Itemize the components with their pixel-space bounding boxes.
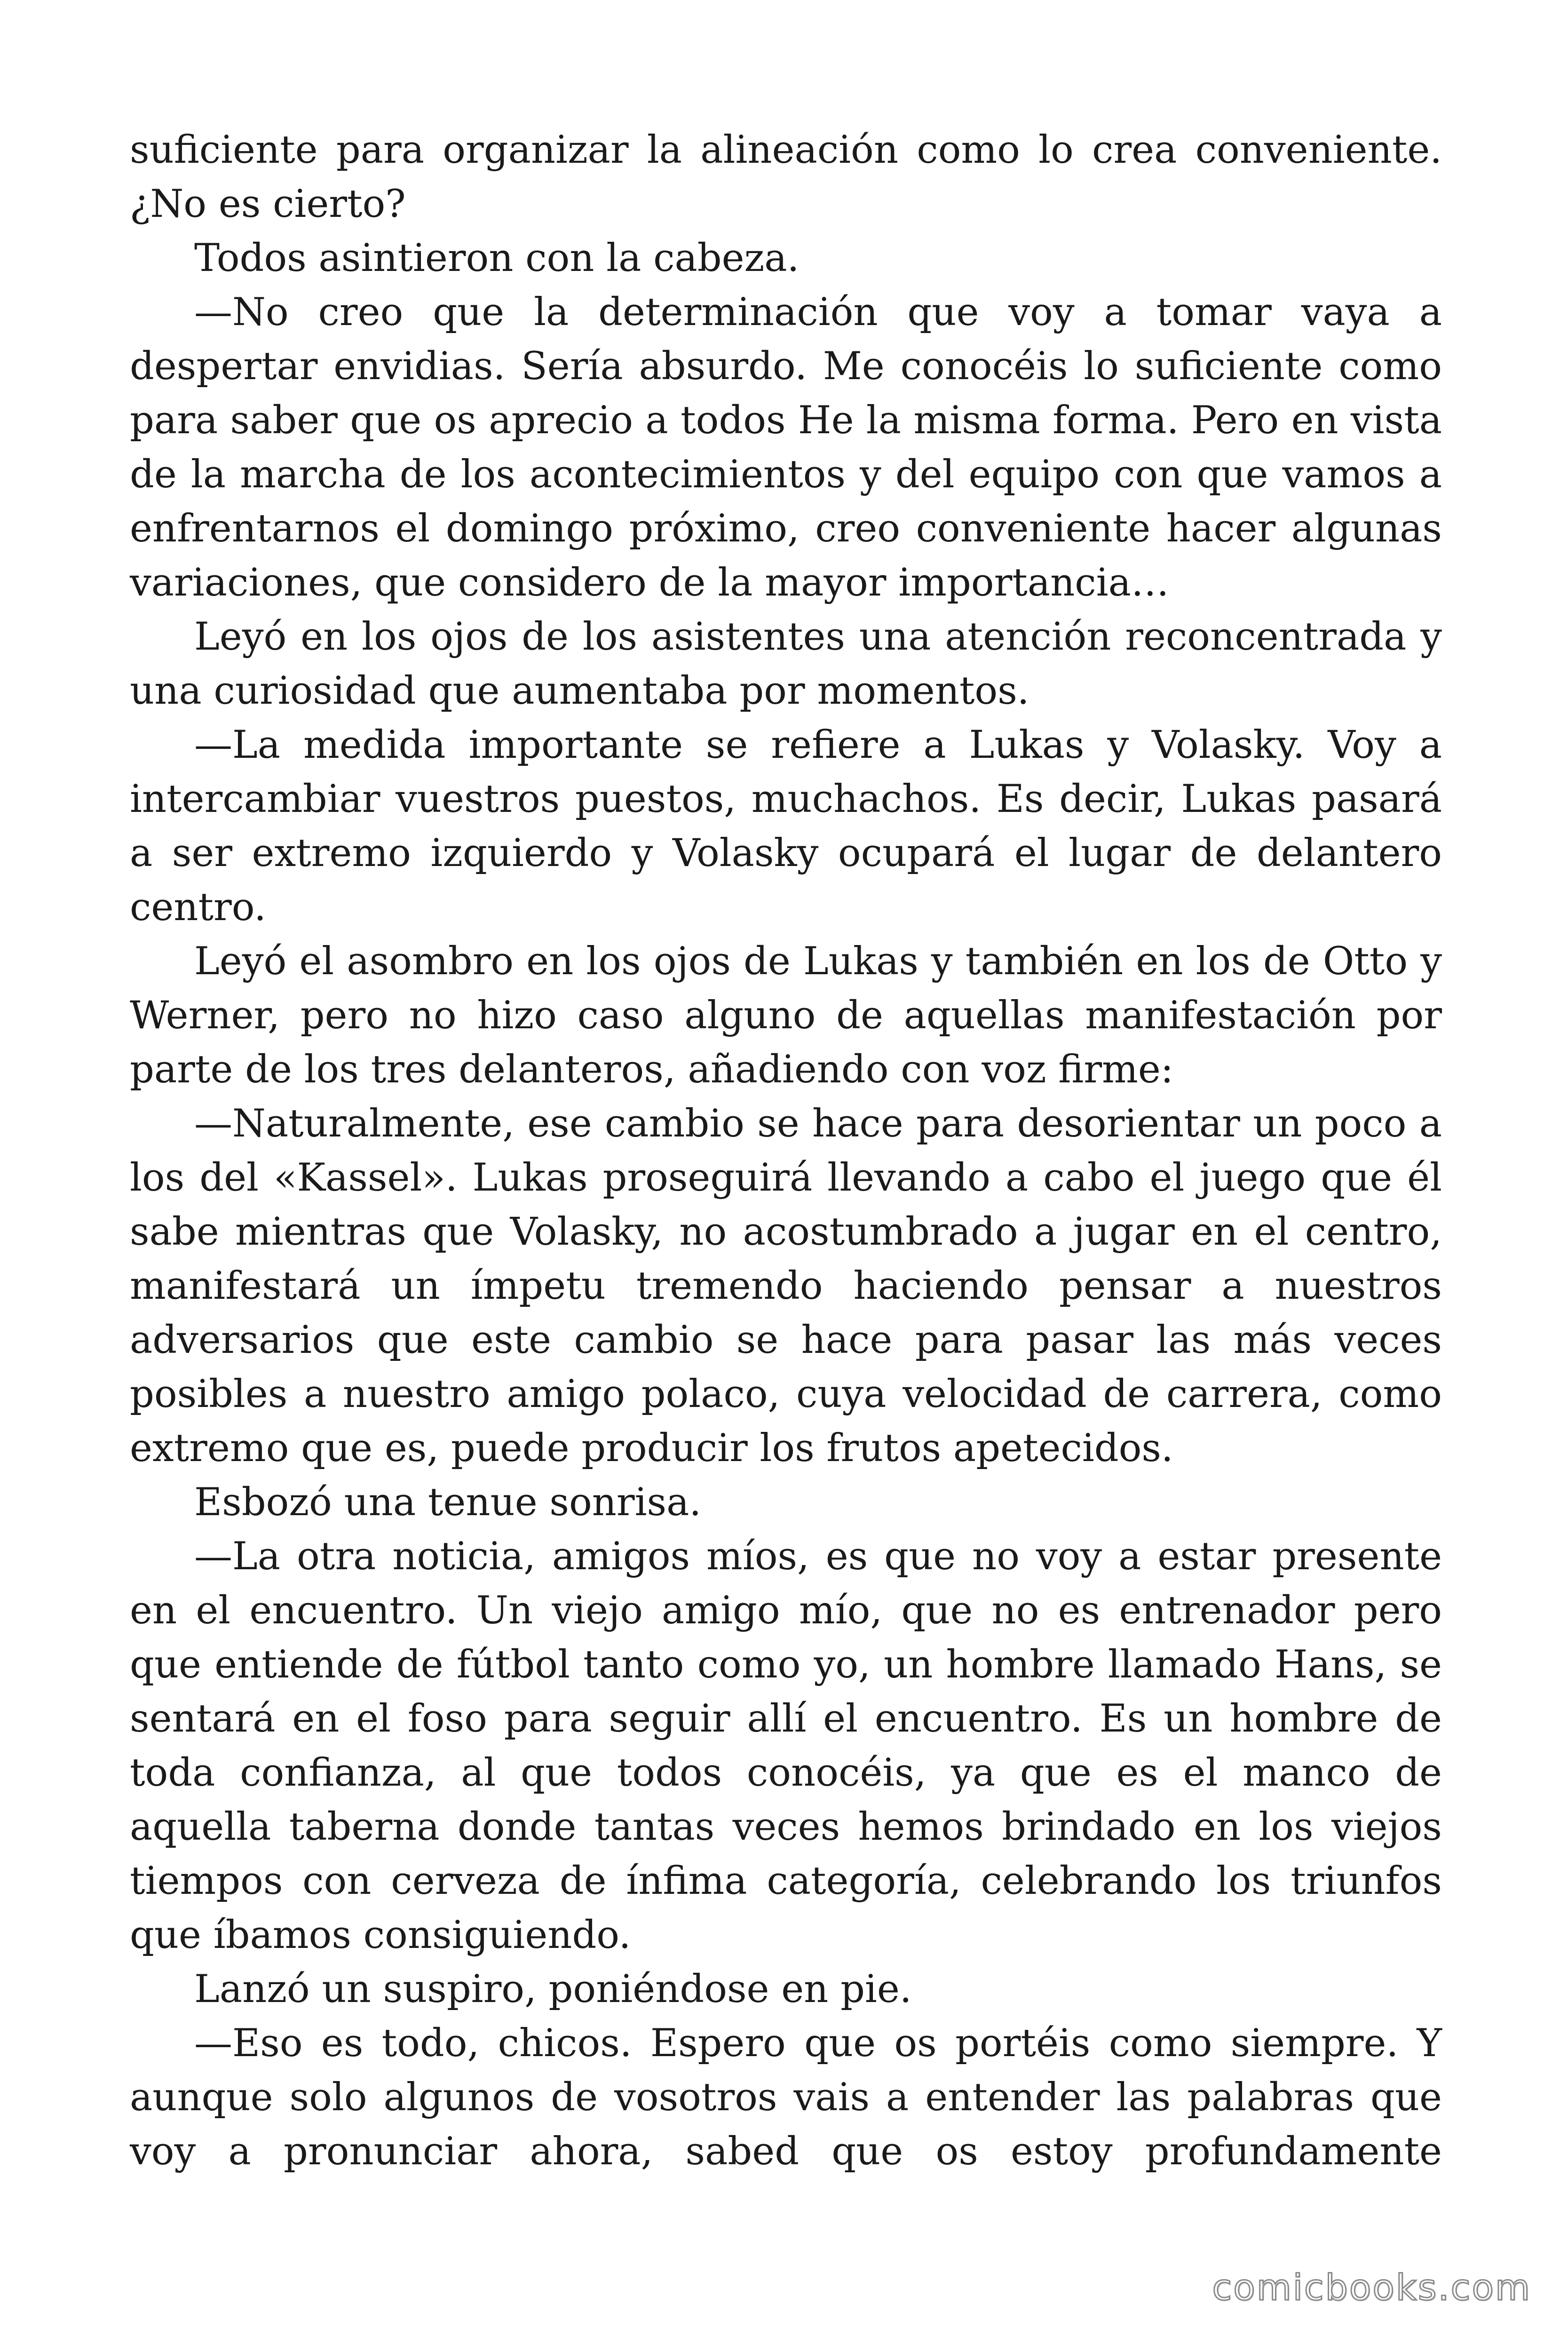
paragraph: —La medida importante se refiere a Lukas y Volasky. Voy a intercambiar vuestros puestos, muchachos. Es decir, Lukas pasará a ser extremo izquierdo y Volasky ocupará el lugar de delantero centro. — [130, 723, 1442, 930]
paragraph: Todos asintieron con la cabeza. — [194, 236, 800, 280]
paragraph: Leyó el asombro en los ojos de Lukas y también en los de Otto y Werner, pero no hizo caso alguno de aquellas manifestación por parte de los tres delanteros, añadiendo con voz firme: — [130, 939, 1442, 1092]
paragraph: —Naturalmente, ese cambio se hace para desorientar un poco a los del «Kassel». Lukas proseguirá llevando a cabo el juego que él sabe mientras que Volasky, no acostumbrado a jugar en el centro, manifestará un ímpetu tremendo haciendo pensar a nuestros adversarios que este cambio se hace para pasar las más veces posibles a nuestro amigo polaco, cuya velocidad de carrera, como extremo que es, puede producir los frutos apetecidos. — [130, 1102, 1442, 1470]
body-text — [130, 123, 1442, 2179]
watermark-logo: comicbooks.com — [1212, 2266, 1531, 2308]
paragraph: Leyó en los ojos de los asistentes una atención reconcentrada y una curiosidad que aumentaba por momentos. — [130, 615, 1442, 713]
paragraph: Esbozó una tenue sonrisa. — [194, 1480, 702, 1525]
paragraph: Lanzó un suspiro, poniéndose en pie. — [194, 1967, 912, 2011]
paragraph: —Eso es todo, chicos. Espero que os portéis como siempre. Y aunque solo algunos de vosotros vais a entender las palabras que voy a pronunciar ahora, sabed que os estoy profundamente — [130, 2021, 1442, 2174]
paragraph: suficiente para organizar la alineación como lo crea conveniente. ¿No es cierto? — [130, 128, 1442, 226]
paragraph: —La otra noticia, amigos míos, es que no voy a estar presente en el encuentro. Un viejo amigo mío, que no es entrenador pero que entiende de fútbol tanto como yo, un hombre llamado Hans, se sentará en el foso para seguir allí el encuentro. Es un hombre de toda confianza, al que todos conocéis, ya que es el manco de aquella taberna donde tantas veces hemos brindado en los viejos tiempos con cerveza de ínfima categoría, celebrando los triunfos que íbamos consiguiendo. — [130, 1534, 1442, 1957]
paragraph: —No creo que la determinación que voy a tomar vaya a despertar envidias. Sería absurdo. Me conocéis lo suficiente como para saber que os aprecio a todos He la misma forma. Pero en vista de la marcha de los acontecimientos y del equipo con que vamos a enfrentarnos el domingo próximo, creo conveniente hacer algunas variaciones, que considero de la mayor importancia… — [130, 290, 1442, 605]
